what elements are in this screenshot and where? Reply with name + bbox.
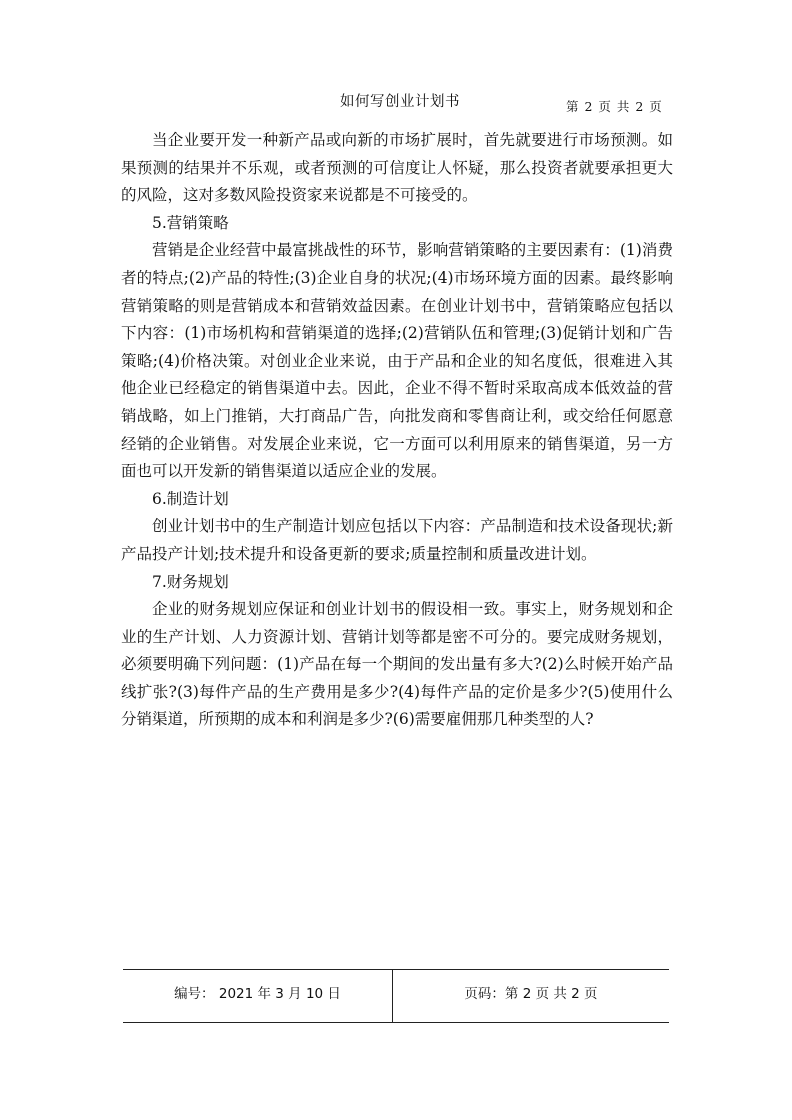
section-heading-finance: 7.财务规划 bbox=[152, 572, 229, 591]
paragraph-finance: 企业的财务规划应保证和创业计划书的假设相一致。事实上，财务规划和企业的生产计划、人力资源计划、营销计划等都是密不可分的。要完成财务规划，必须要明确下列问题：(1)产品在每一个期间的发出量有多大?(2)么时候开始产品线扩张?(3)每件产品的生产费用是多少?(4)每件产品的定价是多少?(5)使用什么分销渠道，所预期的成本和利润是多少?(6)需要雇佣那几种类型的人? bbox=[121, 600, 673, 729]
paragraph-intro: 当企业要开发一种新产品或向新的市场扩展时，首先就要进行市场预测。如果预测的结果并不乐观，或者预测的可信度让人怀疑，那么投资者就要承担更大的风险，这对多数风险投资家来说都是不可接受的。 bbox=[121, 131, 673, 205]
section-heading-marketing: 5.营销策略 bbox=[152, 213, 229, 232]
header-title: 如何写创业计划书 bbox=[340, 94, 460, 110]
footer-top-rule bbox=[123, 969, 669, 970]
section-heading-manufacturing: 6.制造计划 bbox=[152, 489, 229, 508]
paragraph-marketing: 营销是企业经营中最富挑战性的环节，影响营销策略的主要因素有：(1)消费者的特点;(2)产品的特性;(3)企业自身的状况;(4)市场环境方面的因素。最终影响营销策略的则是营销成本和营销效益因素。在创业计划书中，营销策略应包括以下内容：(1)市场机构和营销渠道的选择;(2)营销队伍和管理;(3)促销计划和广告策略;(4)价格决策。对创业企业来说，由于产品和企业的知名度低，很难进入其他企业已经稳定的销售渠道中去。因此，企业不得不暂时采取高成本低效益的营销战略，如上门推销，大打商品广告，向批发商和零售商让利，或交给任何愿意经销的企业销售。对发展企业来说，它一方面可以利用原来的销售渠道，另一方面也可以开发新的销售渠道以适应企业的发展。 bbox=[121, 241, 673, 481]
paragraph-manufacturing: 创业计划书中的生产制造计划应包括以下内容：产品制造和技术设备现状;新产品投产计划;技术提升和设备更新的要求;质量控制和质量改进计划。 bbox=[121, 517, 673, 563]
header-page-indicator: 第 2 页 共 2 页 bbox=[566, 99, 663, 114]
footer-page-number: 页码：第 2 页 共 2 页 bbox=[464, 986, 598, 1002]
footer-document-number: 编号： 2021 年 3 月 10 日 bbox=[174, 986, 341, 1002]
document-body bbox=[121, 127, 673, 734]
footer-bottom-rule bbox=[123, 1022, 669, 1023]
